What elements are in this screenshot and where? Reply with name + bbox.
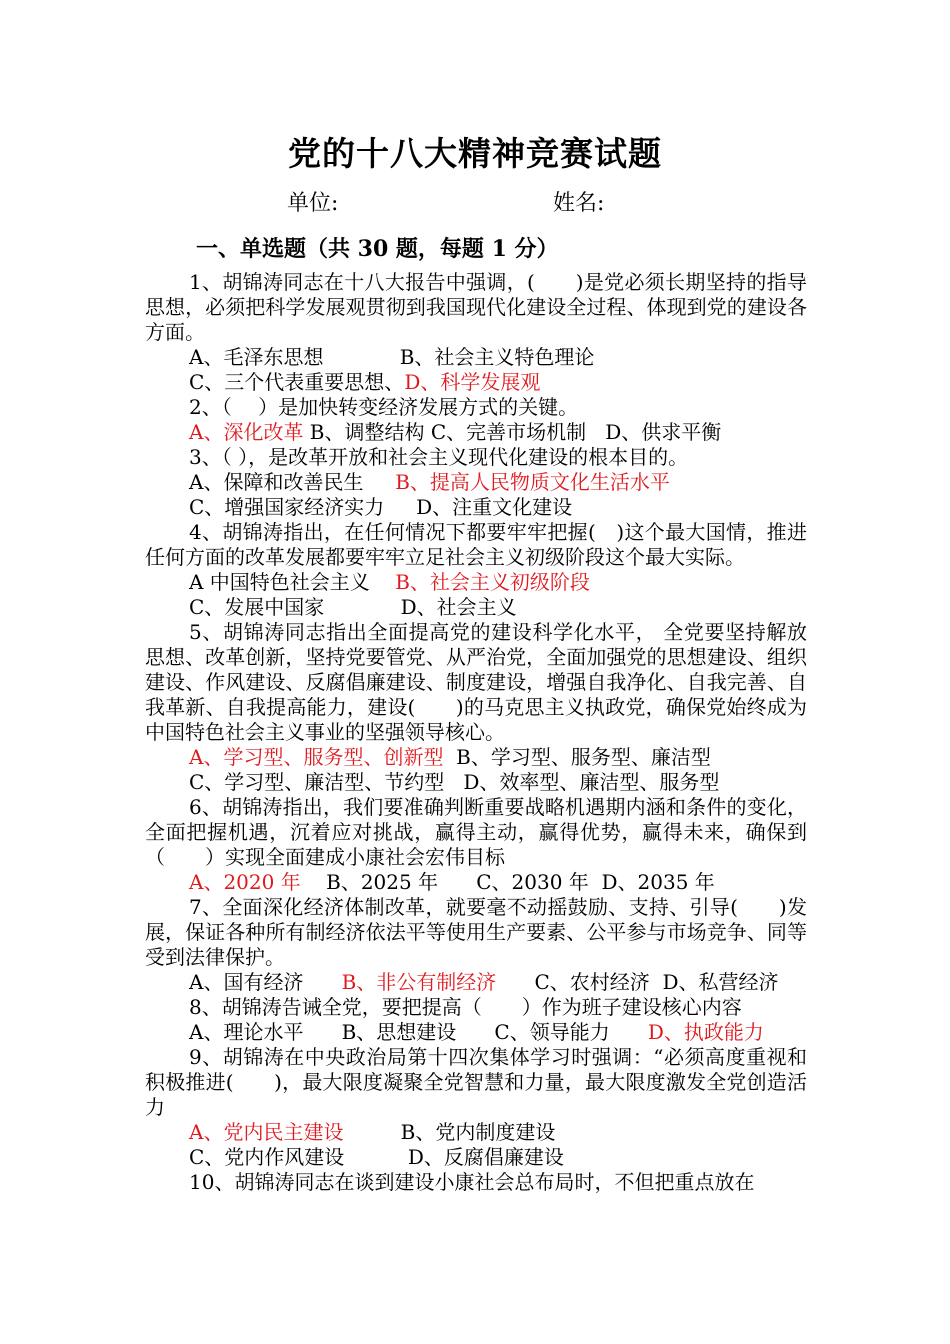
- option-line: [145, 745, 807, 770]
- option-line: [145, 595, 807, 620]
- option-text: B、调整结构 C、完善市场机制 D、供求平衡: [303, 420, 722, 444]
- option-line: [145, 770, 807, 795]
- option-line: [145, 1020, 807, 1045]
- question-stem: 2、（ ）是加快转变经济发展方式的关键。: [189, 395, 579, 419]
- option-text: C、学习型、廉洁型、节约型 D、效率型、廉洁型、服务型: [189, 770, 720, 794]
- question-stem: 8、胡锦涛告诫全党，要把提高（ ）作为班子建设核心内容: [189, 995, 742, 1019]
- question-stem: 3、（ ），是改革开放和社会主义现代化建设的根本目的。: [189, 445, 689, 469]
- option-text: C、增强国家经济实力 D、注重文化建设: [189, 495, 573, 519]
- option-line: [145, 970, 807, 995]
- option-text: C、农村经济 D、私营经济: [496, 970, 779, 994]
- option-line: [145, 570, 807, 595]
- option-line: [145, 1120, 807, 1145]
- option-text: A 中国特色社会主义: [189, 570, 396, 594]
- answer-option: B、提高人民物质文化生活水平: [395, 470, 670, 494]
- option-text: C、三个代表重要思想、: [189, 370, 405, 394]
- question-stem: 1、胡锦涛同志在十八大报告中强调，( )是党必须长期坚持的指导思想，必须把科学发展观贯彻到我国现代化建设全过程、体现到党的建设各方面。: [145, 270, 807, 344]
- question-stem: 9、胡锦涛在中央政治局第十四次集体学习时强调：“必须高度重视和积极推进( )，最大限度凝聚全党智慧和力量，最大限度激发全党创造活力: [145, 1045, 807, 1119]
- question-item: [145, 1170, 807, 1195]
- answer-option: A、党内民主建设: [189, 1120, 344, 1144]
- option-line: [145, 345, 807, 370]
- option-text: B、2025 年 C、2030 年 D、2035 年: [300, 870, 715, 894]
- option-text: B、党内制度建设: [343, 1120, 556, 1144]
- option-text: A、保障和改善民生: [189, 470, 396, 494]
- question-stem: 5、胡锦涛同志指出全面提高党的建设科学化水平， 全党要坚持解放思想、改革创新，坚持党要管党、从严治党，全面加强党的思想建设、组织建设、作风建设、反腐倡廉建设、制度建设，增强自我净化、自我完善、自我革新、自我提高能力，建设( )的马克思主义执政党，确保党始终成为中国特色社会主义事业的坚强领导核心。: [145, 620, 807, 744]
- question-item: [145, 995, 807, 1045]
- option-text: C、发展中国家 D、社会主义: [189, 595, 517, 619]
- option-text: A、理论水平 B、思想建设 C、领导能力: [189, 1020, 648, 1044]
- answer-option: B、社会主义初级阶段: [395, 570, 590, 594]
- question-item: [145, 620, 807, 795]
- name-label: 姓名:: [553, 191, 605, 216]
- question-item: [145, 520, 807, 620]
- answer-option: B、非公有制经济: [341, 970, 497, 994]
- option-text: A、毛泽东思想 B、社会主义特色理论: [189, 345, 595, 369]
- option-text: B、学习型、服务型、廉洁型: [443, 745, 711, 769]
- option-line: [145, 420, 807, 445]
- answer-option: A、2020 年: [189, 870, 301, 894]
- answer-option: D、执政能力: [647, 1020, 764, 1044]
- option-line: [145, 1145, 807, 1170]
- question-item: [145, 270, 807, 395]
- option-line: [145, 470, 807, 495]
- answer-option: D、科学发展观: [404, 370, 541, 394]
- section-title: 一、单选题（共 30 题，每题 1 分）: [196, 236, 559, 262]
- option-line: [145, 870, 807, 895]
- option-text: A、国有经济: [189, 970, 342, 994]
- option-text: C、党内作风建设 D、反腐倡廉建设: [189, 1145, 564, 1169]
- question-list: [145, 270, 807, 1195]
- page-title: 党的十八大精神竞赛试题: [288, 134, 662, 173]
- option-line: [145, 370, 807, 395]
- question-stem: 10、胡锦涛同志在谈到建设小康社会总布局时，不但把重点放在: [189, 1170, 755, 1194]
- answer-option: A、深化改革: [189, 420, 304, 444]
- question-item: [145, 445, 807, 520]
- question-stem: 7、全面深化经济体制改革，就要毫不动摇鼓励、支持、引导( )发展，保证各种所有制经济依法平等使用生产要素、公平参与市场竞争、同等受到法律保护。: [145, 895, 807, 969]
- question-item: [145, 895, 807, 995]
- question-item: [145, 795, 807, 895]
- question-stem: 6、胡锦涛指出，我们要准确判断重要战略机遇期内涵和条件的变化，全面把握机遇，沉着应对挑战，赢得主动，赢得优势，赢得未来，确保到（ ）实现全面建成小康社会宏伟目标: [145, 795, 807, 869]
- unit-label: 单位:: [287, 191, 339, 216]
- question-stem: 4、胡锦涛指出，在任何情况下都要牢牢把握( )这个最大国情，推进任何方面的改革发展都要牢牢立足社会主义初级阶段这个最大实际。: [145, 520, 807, 569]
- answer-option: A、学习型、服务型、创新型: [189, 745, 444, 769]
- question-item: [145, 1045, 807, 1170]
- option-line: [145, 495, 807, 520]
- question-item: [145, 395, 807, 445]
